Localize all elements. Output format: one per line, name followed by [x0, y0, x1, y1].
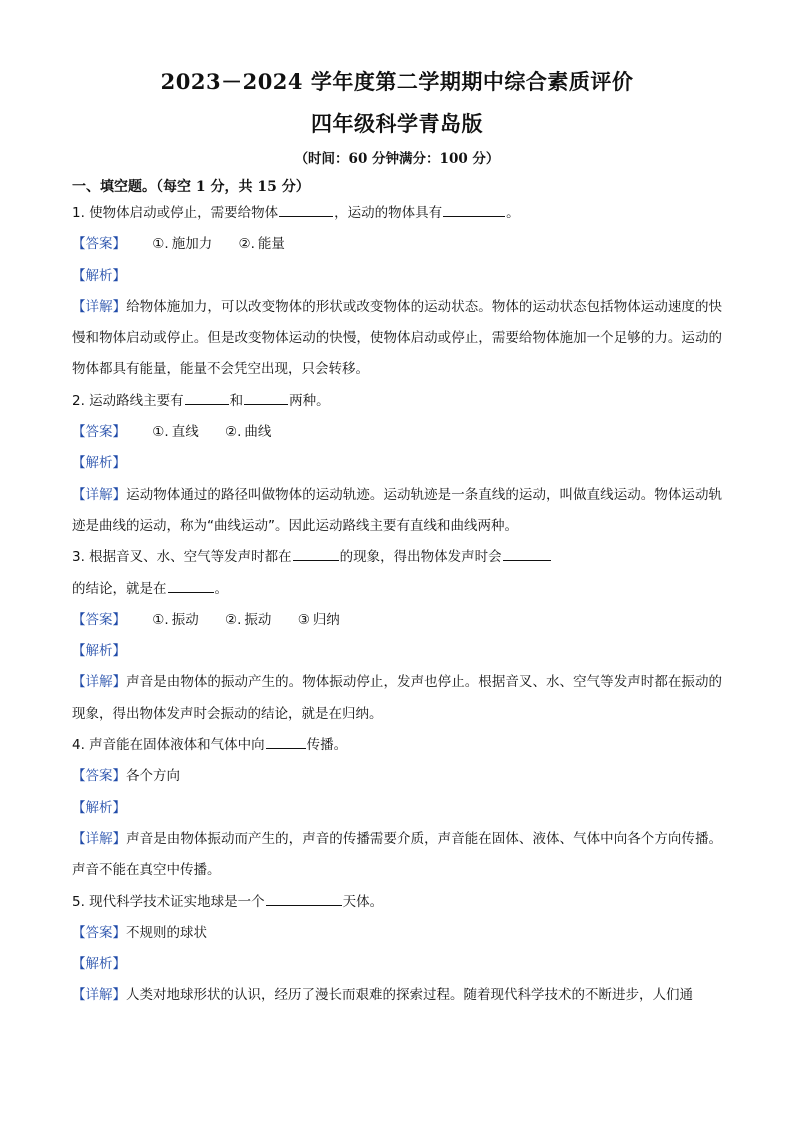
question-3-continued [72, 574, 722, 605]
analysis-label: 【解析】 [72, 799, 126, 816]
answer-option: ①. 振动 [152, 611, 199, 628]
detail-label: 【详解】 [72, 830, 127, 847]
answer-blank [266, 734, 306, 749]
answer-label: 【答案】 [72, 924, 126, 941]
answer-line [72, 761, 722, 792]
answer-blank [168, 578, 214, 593]
detail-paragraph: 【详解】人类对地球形状的认识，经历了漫长而艰难的探索过程。随着现代科学技术的不断进步，人们通 [72, 987, 693, 1004]
answer-blank [185, 390, 229, 405]
question-3 [72, 542, 722, 573]
exam-meta: （时间：60 分钟满分：100 分） [294, 151, 500, 167]
detail-paragraph: 【详解】声音是由物体振动而产生的，声音的传播需要介质，声音能在固体、液体、气体中向各个方向传播。声音不能在真空中传播。 [72, 830, 723, 879]
detail-label: 【详解】 [72, 987, 126, 1004]
question-text: 天体。 [342, 893, 384, 910]
analysis-line [72, 949, 722, 980]
detail-paragraph: 【详解】给物体施加力，可以改变物体的形状或改变物体的运动状态。物体的运动状态包括物体运动速度的快慢和物体启动或停止。但是改变物体运动的快慢，使物体启动或停止，需要给物体施加一个足够的力。运动的物体都具有能量，能量不会凭空出现，只会转移。 [72, 298, 723, 378]
answer-blank [443, 202, 505, 217]
answer-blank [279, 202, 333, 217]
question-text: 的结论，就是在 [72, 580, 167, 597]
question-text: 的现象，得出物体发声时会 [339, 549, 502, 566]
detail-label: 【详解】 [72, 486, 127, 503]
answer-label: 【答案】 [72, 768, 126, 785]
answer-option: ②. 曲线 [225, 424, 272, 441]
question-4 [72, 730, 722, 761]
question-text: 两种。 [289, 392, 330, 409]
answer-line [72, 918, 722, 949]
answer-blank [503, 546, 551, 561]
answer-option: ②. 振动 [225, 611, 272, 628]
analysis-line [72, 793, 722, 824]
detail-label: 【详解】 [72, 674, 127, 691]
answer-label: 【答案】 [72, 236, 126, 253]
detail-label: 【详解】 [72, 298, 127, 315]
detail-paragraph: 【详解】运动物体通过的路径叫做物体的运动轨迹。运动轨迹是一条直线的运动，叫做直线运动。物体运动轨迹是曲线的运动，称为“曲线运动”。因此运动路线主要有直线和曲线两种。 [72, 486, 723, 534]
question-1 [72, 198, 722, 229]
question-text: 1. 使物体启动或停止，需要给物体 [72, 205, 279, 221]
analysis-label: 【解析】 [72, 267, 126, 284]
answer-line [72, 229, 722, 260]
question-text: 传播。 [306, 737, 348, 754]
answer-blank [266, 891, 342, 906]
section-heading: 一、填空题。（每空 1 分，共 15 分） [72, 179, 310, 195]
question-text: ，运动的物体具有 [334, 205, 443, 221]
document-page [72, 62, 722, 1012]
detail-paragraph: 【详解】声音是由物体的振动产生的。物体振动停止，发声也停止。根据音叉、水、空气等发声时都在振动的现象，得出物体发声时会振动的结论，就是在归纳。 [72, 674, 723, 722]
analysis-label: 【解析】 [72, 643, 126, 660]
analysis-line [72, 636, 722, 667]
answer-option: ①. 直线 [152, 424, 199, 441]
answer-label: 【答案】 [72, 611, 126, 628]
question-text: 3. 根据音叉、水、空气等发声时都在 [72, 549, 292, 566]
question-text: 。 [214, 580, 228, 597]
answer-option: ①. 施加力 [152, 236, 213, 253]
question-5 [72, 887, 722, 918]
answer-option: ③ 归纳 [297, 611, 340, 628]
answer-text: 各个方向 [126, 768, 180, 785]
answer-text: 不规则的球状 [126, 924, 207, 941]
answer-line [72, 417, 722, 448]
answer-blank [244, 390, 288, 405]
question-text: 2. 运动路线主要有 [72, 392, 184, 409]
answer-option: ②. 能量 [238, 236, 285, 253]
question-text: 和 [229, 392, 244, 409]
analysis-label: 【解析】 [72, 956, 126, 973]
analysis-line [72, 448, 722, 479]
answer-blank [293, 546, 339, 561]
question-text: 5. 现代科学技术证实地球是一个 [72, 893, 265, 910]
analysis-line [72, 261, 722, 292]
document-subtitle: 四年级科学青岛版 [311, 111, 483, 136]
analysis-label: 【解析】 [72, 455, 126, 472]
answer-label: 【答案】 [72, 424, 126, 441]
question-text: 。 [506, 205, 520, 221]
question-2 [72, 386, 722, 417]
question-text: 4. 声音能在固体液体和气体中向 [72, 737, 265, 754]
document-title: 2023－2024 学年度第二学期期中综合素质评价 [160, 69, 634, 94]
answer-line [72, 605, 722, 636]
